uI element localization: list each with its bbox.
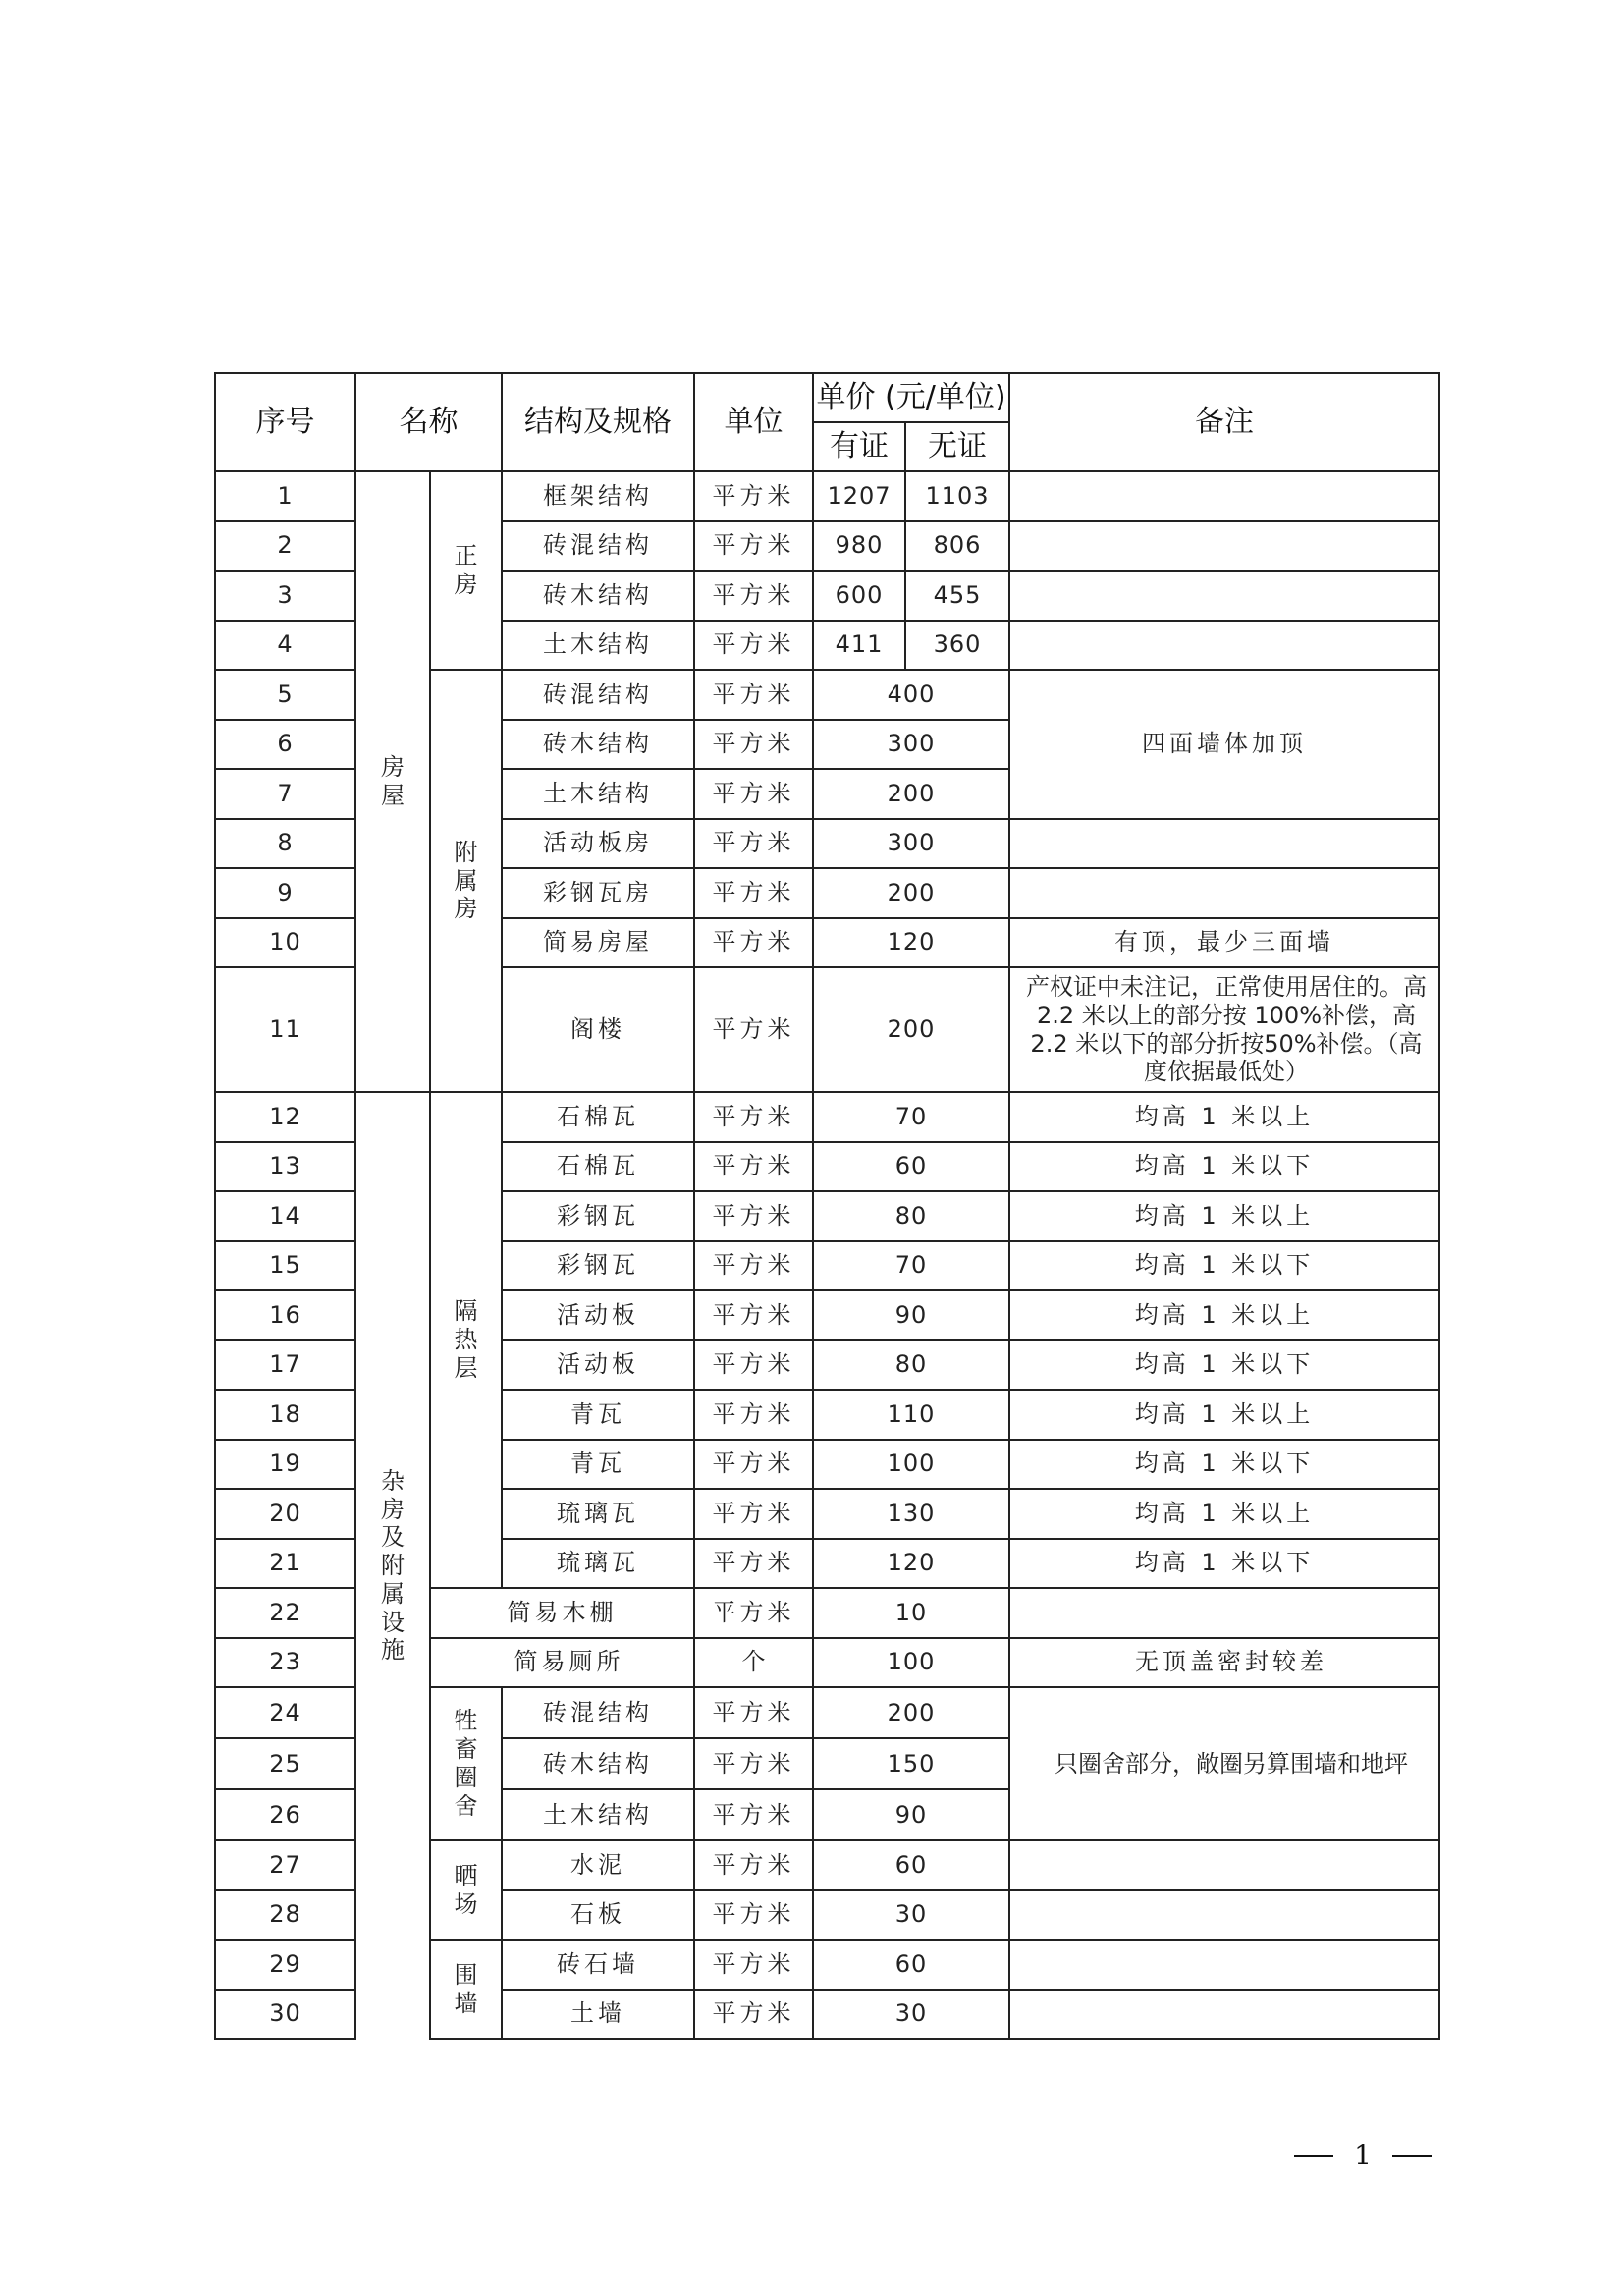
compensation-price-table [214,372,1440,2040]
group-label: 牲畜圈舍 [454,1707,478,1820]
page-number-text: 1 [1354,2139,1372,2171]
remark-cell [1009,471,1439,521]
price-cell: 60 [813,1142,1009,1192]
spec-cell: 砖石墙 [502,1940,694,1990]
spec-cell: 砖木结构 [502,1738,694,1789]
remark-cell [1009,1940,1439,1990]
price-cell: 90 [813,1789,1009,1840]
unit-cell: 平方米 [694,521,813,572]
price-cell: 200 [813,967,1009,1092]
row-number: 15 [215,1241,355,1291]
spec-cell: 简易房屋 [502,918,694,968]
unit-cell: 平方米 [694,918,813,968]
unit-cell: 平方米 [694,1489,813,1539]
unit-cell: 平方米 [694,1940,813,1990]
row-number: 28 [215,1890,355,1941]
remark-cell: 均高 1 米以上 [1009,1489,1439,1539]
unit-cell: 平方米 [694,1687,813,1738]
group-misc [355,1092,430,2039]
row-number: 22 [215,1588,355,1638]
price-without-cert: 806 [905,521,1009,572]
unit-cell: 平方米 [694,967,813,1092]
page-dash-left [1294,2155,1333,2157]
price-cell: 200 [813,1687,1009,1738]
unit-cell: 平方米 [694,1142,813,1192]
group-label: 附属房 [454,838,478,923]
remark-cell: 均高 1 米以上 [1009,1390,1439,1440]
unit-cell: 平方米 [694,471,813,521]
unit-cell: 平方米 [694,819,813,869]
price-cell: 200 [813,868,1009,918]
group-annex-house [430,670,502,1092]
row-number: 3 [215,571,355,621]
spec-cell: 石板 [502,1890,694,1941]
remark-cell: 均高 1 米以下 [1009,1241,1439,1291]
price-cell: 30 [813,1990,1009,2040]
unit-cell: 平方米 [694,1092,813,1142]
price-cell: 80 [813,1340,1009,1391]
spec-cell: 砖木结构 [502,571,694,621]
spec-cell: 青瓦 [502,1390,694,1440]
unit-cell: 平方米 [694,571,813,621]
price-cell: 100 [813,1440,1009,1490]
spec-cell: 活动板 [502,1340,694,1391]
unit-cell: 平方米 [694,868,813,918]
price-cell: 10 [813,1588,1009,1638]
unit-cell: 平方米 [694,1588,813,1638]
remark-cell: 产权证中未注记，正常使用居住的。高2.2 米以上的部分按 100%补偿，高2.2 米以下的部分折按50%补偿。（高度依据最低处） [1009,967,1439,1092]
spec-cell: 彩钢瓦房 [502,868,694,918]
remark-cell [1009,1890,1439,1941]
row-number: 7 [215,769,355,819]
row-number: 9 [215,868,355,918]
spec-cell: 砖木结构 [502,720,694,770]
row-number: 11 [215,967,355,1092]
spec-cell: 土木结构 [502,1789,694,1840]
row-number: 27 [215,1840,355,1890]
unit-cell: 平方米 [694,1440,813,1490]
unit-cell: 平方米 [694,621,813,671]
spec-cell: 琉璃瓦 [502,1489,694,1539]
remark-cell: 有顶，最少三面墙 [1009,918,1439,968]
header-structure: 结构及规格 [502,373,694,471]
row-number: 29 [215,1940,355,1990]
price-cell: 120 [813,1539,1009,1589]
row-number: 26 [215,1789,355,1840]
row-number: 10 [215,918,355,968]
row-number: 18 [215,1390,355,1440]
row-number: 8 [215,819,355,869]
unit-cell: 平方米 [694,1738,813,1789]
row-number: 25 [215,1738,355,1789]
group-insulation [430,1092,502,1588]
unit-cell: 平方米 [694,720,813,770]
group-main-house [430,471,502,670]
spec-cell: 彩钢瓦 [502,1191,694,1241]
unit-cell: 平方米 [694,1290,813,1340]
unit-cell: 平方米 [694,1539,813,1589]
price-cell: 300 [813,819,1009,869]
remark-cell: 均高 1 米以上 [1009,1092,1439,1142]
remark-cell: 均高 1 米以下 [1009,1142,1439,1192]
row-number: 21 [215,1539,355,1589]
remark-cell: 均高 1 米以下 [1009,1340,1439,1391]
price-cell: 60 [813,1940,1009,1990]
spec-cell: 砖混结构 [502,670,694,720]
group-label: 杂房及附属设施 [380,1466,405,1665]
price-cell: 90 [813,1290,1009,1340]
remark-cell [1009,1990,1439,2040]
remark-cell [1009,621,1439,671]
row-number: 13 [215,1142,355,1192]
row-number: 30 [215,1990,355,2040]
group-label: 晒场 [454,1861,478,1918]
row-number: 12 [215,1092,355,1142]
header-unit: 单位 [694,373,813,471]
spec-cell: 石棉瓦 [502,1142,694,1192]
group-label: 围墙 [454,1960,478,2017]
price-without-cert: 1103 [905,471,1009,521]
page-number [1294,2139,1432,2171]
spec-cell: 土木结构 [502,621,694,671]
header-remark: 备注 [1009,373,1439,471]
spec-cell: 框架结构 [502,471,694,521]
table-row [215,1092,1439,1142]
spec-cell: 彩钢瓦 [502,1241,694,1291]
row-number: 5 [215,670,355,720]
price-cell: 400 [813,670,1009,720]
price-cell: 30 [813,1890,1009,1941]
unit-cell: 平方米 [694,1340,813,1391]
remark-cell [1009,1588,1439,1638]
spec-cell: 土木结构 [502,769,694,819]
unit-cell: 平方米 [694,1390,813,1440]
row-number: 2 [215,521,355,572]
spec-cell: 石棉瓦 [502,1092,694,1142]
remark-cell [1009,1840,1439,1890]
spec-cell: 简易厕所 [430,1638,694,1688]
remark-cell: 均高 1 米以下 [1009,1539,1439,1589]
remark-cell [1009,521,1439,572]
price-without-cert: 455 [905,571,1009,621]
spec-cell: 阁楼 [502,967,694,1092]
row-number: 24 [215,1687,355,1738]
remark-cell: 只圈舍部分，敞圈另算围墙和地坪 [1009,1687,1439,1840]
price-with-cert: 600 [813,571,905,621]
price-cell: 80 [813,1191,1009,1241]
group-label: 正房 [454,542,478,598]
row-number: 6 [215,720,355,770]
spec-cell: 活动板 [502,1290,694,1340]
remark-cell: 四面墙体加顶 [1009,670,1439,819]
unit-cell: 平方米 [694,1241,813,1291]
group-label: 隔热层 [454,1297,478,1382]
row-number: 14 [215,1191,355,1241]
row-number: 4 [215,621,355,671]
price-cell: 120 [813,918,1009,968]
price-cell: 200 [813,769,1009,819]
price-cell: 70 [813,1092,1009,1142]
price-with-cert: 980 [813,521,905,572]
spec-cell: 砖混结构 [502,1687,694,1738]
header-row [215,373,1439,422]
spec-cell: 砖混结构 [502,521,694,572]
spec-cell: 土墙 [502,1990,694,2040]
remark-cell: 无顶盖密封较差 [1009,1638,1439,1688]
row-number: 16 [215,1290,355,1340]
table-row [215,471,1439,521]
price-cell: 300 [813,720,1009,770]
price-cell: 150 [813,1738,1009,1789]
header-without-cert: 无证 [905,422,1009,471]
spec-cell: 简易木棚 [430,1588,694,1638]
price-with-cert: 1207 [813,471,905,521]
group-wall [430,1940,502,2039]
price-cell: 110 [813,1390,1009,1440]
group-drying [430,1840,502,1940]
spec-cell: 琉璃瓦 [502,1539,694,1589]
remark-cell: 均高 1 米以上 [1009,1290,1439,1340]
unit-cell: 平方米 [694,769,813,819]
price-cell: 70 [813,1241,1009,1291]
group-livestock [430,1687,502,1840]
price-with-cert: 411 [813,621,905,671]
remark-cell: 均高 1 米以上 [1009,1191,1439,1241]
unit-cell: 平方米 [694,1890,813,1941]
row-number: 20 [215,1489,355,1539]
unit-cell: 平方米 [694,1789,813,1840]
spec-cell: 水泥 [502,1840,694,1890]
spec-cell: 青瓦 [502,1440,694,1490]
price-cell: 100 [813,1638,1009,1688]
price-cell: 60 [813,1840,1009,1890]
unit-cell: 个 [694,1638,813,1688]
page-dash-right [1392,2155,1432,2157]
group-house [355,471,430,1092]
row-number: 23 [215,1638,355,1688]
unit-cell: 平方米 [694,1840,813,1890]
header-seq: 序号 [215,373,355,471]
spec-cell: 活动板房 [502,819,694,869]
header-name: 名称 [355,373,502,471]
price-cell: 130 [813,1489,1009,1539]
unit-cell: 平方米 [694,1990,813,2040]
header-price: 单价 (元/单位) [813,373,1009,422]
row-number: 17 [215,1340,355,1391]
remark-cell [1009,819,1439,869]
remark-cell [1009,868,1439,918]
row-number: 1 [215,471,355,521]
header-with-cert: 有证 [813,422,905,471]
row-number: 19 [215,1440,355,1490]
unit-cell: 平方米 [694,1191,813,1241]
unit-cell: 平方米 [694,670,813,720]
remark-cell: 均高 1 米以下 [1009,1440,1439,1490]
remark-cell [1009,571,1439,621]
price-without-cert: 360 [905,621,1009,671]
group-label: 房屋 [380,753,405,809]
